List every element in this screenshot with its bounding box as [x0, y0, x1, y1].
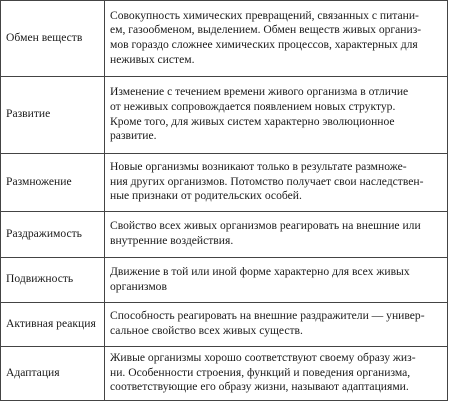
- table-row: [1, 212, 448, 258]
- description-line: Изменение с течением времени живого организма в отличие: [110, 85, 409, 99]
- description-line: от неживых сопровождается появлением новых структур.: [110, 99, 396, 113]
- description-cell: [105, 212, 448, 258]
- description-line: внутренние воздействия.: [110, 234, 234, 247]
- table-row: [1, 154, 448, 212]
- table-body: [1, 1, 448, 401]
- description-line: ни. Особенности строения, функций и поведения организма,: [110, 365, 411, 379]
- table-row: [1, 77, 448, 154]
- description-line: Живые организмы хорошо соответствуют своему образу жиз-: [110, 351, 416, 365]
- table-row: [1, 347, 448, 401]
- term-cell: Подвижность: [1, 258, 105, 303]
- description-line: мов гораздо сложнее химических процессов, характерных для: [110, 38, 418, 51]
- description-line: ные признаки от родительских особей.: [110, 189, 302, 203]
- description-line: Кроме того, для живых систем характерно эволюционное: [110, 114, 395, 128]
- description-line: соответствующие его образу жизни, называют адаптациями.: [110, 380, 409, 394]
- term-cell: Активная реакция: [1, 303, 105, 347]
- description-line: Свойство всех живых организмов реагировать на внешние или: [110, 219, 421, 233]
- table-row: [1, 1, 448, 77]
- description-line: развитие.: [110, 129, 157, 143]
- description-line: ния других организмов. Потомство получает свои наследствен-: [110, 174, 424, 188]
- description-line: сальное свойство всех живых существ.: [110, 324, 303, 337]
- description-line: ем, газообменом, выделением. Обмен веществ живых организ-: [110, 23, 422, 37]
- term-cell: Раздражимость: [1, 212, 105, 258]
- description-line: Способность реагировать на внешние раздражители — универ-: [110, 309, 425, 323]
- description-line: Движение в той или иной форме характерно для всех живых: [110, 264, 410, 278]
- term-cell: Адаптация: [1, 347, 105, 401]
- description-line: Совокупность химических превращений, связанных с питани-: [110, 8, 419, 22]
- term-cell: Обмен веществ: [1, 1, 105, 77]
- table-row: [1, 258, 448, 303]
- description-cell: [105, 303, 448, 347]
- term-cell: Размножение: [1, 154, 105, 212]
- description-cell: [105, 154, 448, 212]
- description-cell: [105, 258, 448, 303]
- table-row: [1, 303, 448, 347]
- description-cell: [105, 77, 448, 154]
- description-line: организмов: [110, 279, 167, 293]
- description-line: неживых систем.: [110, 52, 195, 66]
- description-cell: [105, 347, 448, 401]
- term-cell: Развитие: [1, 77, 105, 154]
- description-line: Новые организмы возникают только в результате размноже-: [110, 160, 407, 174]
- description-cell: [105, 1, 448, 77]
